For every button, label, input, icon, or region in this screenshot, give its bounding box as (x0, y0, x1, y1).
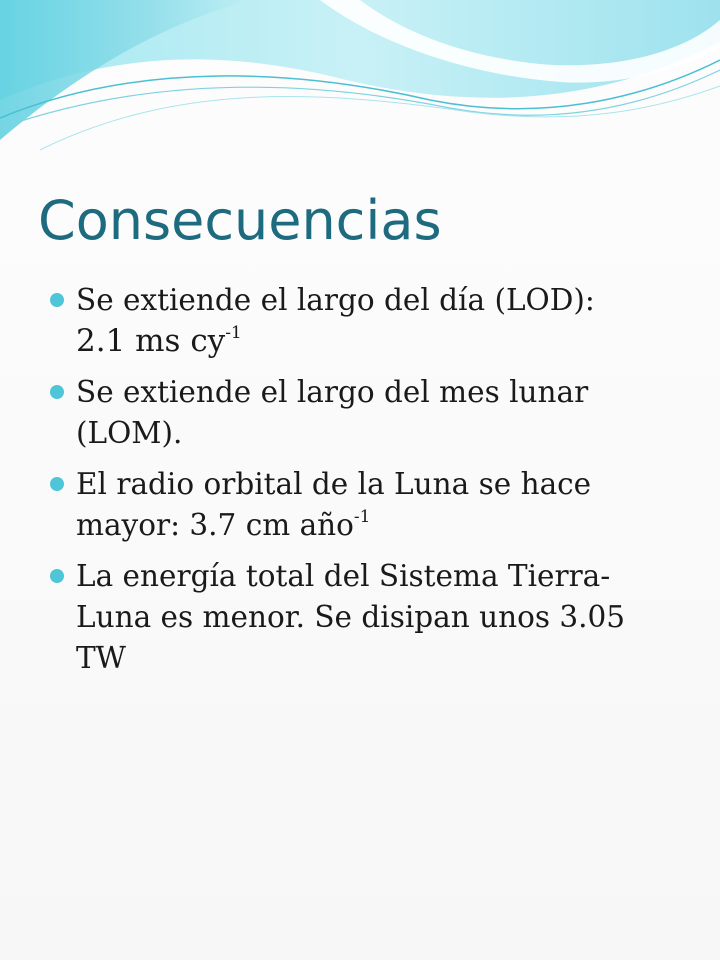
wave-line-3 (40, 86, 720, 150)
bullet-text: El radio orbital de la Luna se hace mayor: 3.7 cm año (76, 467, 592, 542)
bullet-exponent: -1 (225, 323, 242, 343)
bullet-exponent: -1 (353, 507, 371, 527)
bullet-text: Se extiende el largo del mes lunar (LOM). (76, 375, 589, 450)
bullet-lom (50, 372, 670, 454)
bullet-marker-icon (50, 293, 64, 307)
bullet-value: 2.1 ms cy (76, 323, 226, 359)
bullet-marker-icon (50, 569, 64, 583)
bullet-lod (50, 280, 670, 362)
slide-title: Consecuencias (38, 189, 442, 252)
bullet-text: Se extiende el largo del día (LOD): (76, 283, 595, 317)
decorative-wave-header (0, 0, 720, 160)
bullet-orbital-radius (50, 464, 670, 546)
bullet-marker-icon (50, 477, 64, 491)
bullet-text: La energía total del Sistema Tierra-Luna es menor. Se disipan unos 3.05 TW (76, 559, 626, 675)
bullet-marker-icon (50, 385, 64, 399)
bullet-energy (50, 556, 670, 679)
bullet-list (50, 280, 670, 689)
